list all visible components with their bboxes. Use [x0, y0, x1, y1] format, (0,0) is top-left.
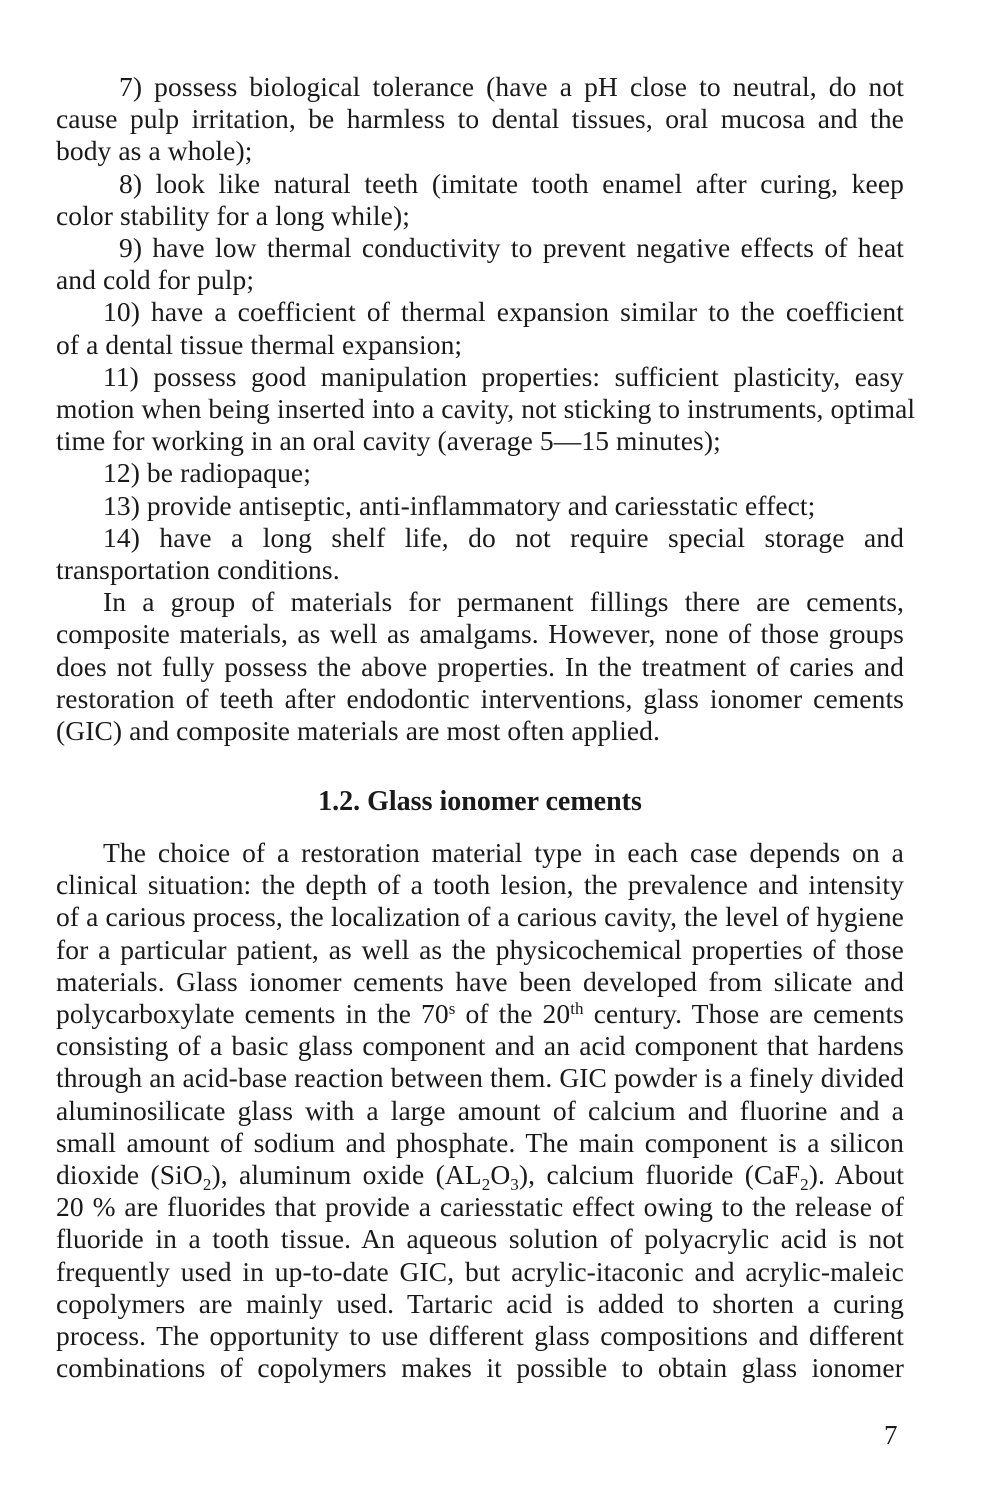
list-item-line: 7) possess biological tolerance (have a pH close to neutral, do not [119, 71, 904, 102]
subscript: 2 [800, 1175, 809, 1194]
paragraph-line: composite materials, as well as amalgams. However, none of those groups [56, 618, 904, 650]
text-run: of the 20 [455, 998, 571, 1029]
paragraph-line [56, 998, 904, 1030]
paragraph-line: fluoride in a tooth tissue. An aqueous solution of polyacrylic acid is not [56, 1223, 904, 1255]
paragraph-line: process. The opportunity to use different glass compositions and different [56, 1320, 904, 1351]
superscript: s [448, 999, 456, 1018]
subscript: 3 [510, 1175, 519, 1194]
paragraph-line: The choice of a restoration material type in each case depends on a [103, 837, 904, 868]
paragraph-line: does not fully possess the above properties. In the treatment of caries and [56, 650, 904, 682]
list-item-line: color stability for a long while); [56, 199, 410, 231]
paragraph-line: aluminosilicate glass with a large amount of calcium and fluorine and a [56, 1094, 904, 1126]
paragraph-line: materials. Glass ionomer cements have been developed from silicate and [56, 965, 904, 997]
list-item-line: time for working in an oral cavity (average 5—15 minutes); [56, 425, 721, 457]
paragraph-line: consisting of a basic glass component and an acid component that hardens [56, 1030, 904, 1062]
text-run: ). About [808, 1159, 905, 1190]
subscript: 2 [481, 1175, 491, 1194]
section-heading: 1.2. Glass ionomer cements [318, 786, 642, 817]
list-item-line: 13) provide antiseptic, anti-inflammatory and cariesstatic effect; [103, 489, 816, 521]
page-number: 7 [884, 1420, 898, 1450]
list-item-line: 8) look like natural teeth (imitate tooth enamel after curing, keep [119, 167, 904, 199]
paragraph-line: combinations of copolymers makes it possible to obtain glass ionomer [56, 1352, 904, 1384]
list-item-line: and cold for pulp; [56, 264, 255, 296]
paragraph-line: (GIC) and composite materials are most often applied. [56, 715, 661, 746]
paragraph-line: copolymers are mainly used. Tartaric acid is added to shorten a curing [56, 1287, 904, 1319]
paragraph-line: In a group of materials for permanent fillings there are cements, [103, 586, 904, 618]
text-run: polycarboxylate cements in the 70 [56, 998, 449, 1029]
list-item-line: 11) possess good manipulation properties: sufficient plasticity, easy [103, 360, 904, 392]
paragraph-line [56, 1159, 905, 1194]
paragraph-line: 20 % are fluorides that provide a cariesstatic effect owing to the release of [56, 1191, 904, 1223]
paragraph-line: through an acid-base reaction between them. GIC powder is a finely divided [56, 1062, 904, 1094]
list-item-line: body as a whole); [56, 135, 253, 167]
text-run: century. Those are cements [583, 998, 904, 1029]
paragraph-line: clinical situation: the depth of a tooth lesion, the prevalence and intensity [56, 869, 904, 901]
paragraph-line: small amount of sodium and phosphate. The main component is a silicon [56, 1126, 904, 1158]
superscript: th [570, 999, 584, 1018]
list-item-line: 14) have a long shelf life, do not require special storage and [103, 521, 904, 553]
text-run: O [490, 1159, 511, 1190]
list-item-line: motion when being inserted into a cavity, not sticking to instruments, optimal [56, 393, 916, 424]
paragraph-line: restoration of teeth after endodontic interventions, glass ionomer cements [56, 682, 904, 714]
list-item-line: 12) be radiopaque; [103, 457, 311, 489]
list-item-line: cause pulp irritation, be harmless to dental tissues, oral mucosa and the [56, 103, 904, 135]
list-item-line: 9) have low thermal conductivity to prevent negative effects of heat [119, 232, 904, 263]
list-item-line: 10) have a coefficient of thermal expansion similar to the coefficient [103, 296, 904, 328]
subscript: 2 [202, 1175, 212, 1194]
text-run: dioxide (SiO [56, 1159, 203, 1190]
paragraph-line: for a particular patient, as well as the physicochemical properties of those [56, 933, 904, 965]
text-run: ), aluminum oxide (AL [211, 1159, 482, 1190]
list-item-line: of a dental tissue thermal expansion; [56, 328, 463, 360]
paragraph-line: of a carious process, the localization of a carious cavity, the level of hygiene [56, 901, 904, 933]
paragraph-line: frequently used in up-to-date GIC, but acrylic-itaconic and acrylic-maleic [56, 1255, 904, 1287]
text-run: ), calcium fluoride (CaF [518, 1159, 801, 1190]
list-item-line: transportation conditions. [56, 554, 340, 585]
